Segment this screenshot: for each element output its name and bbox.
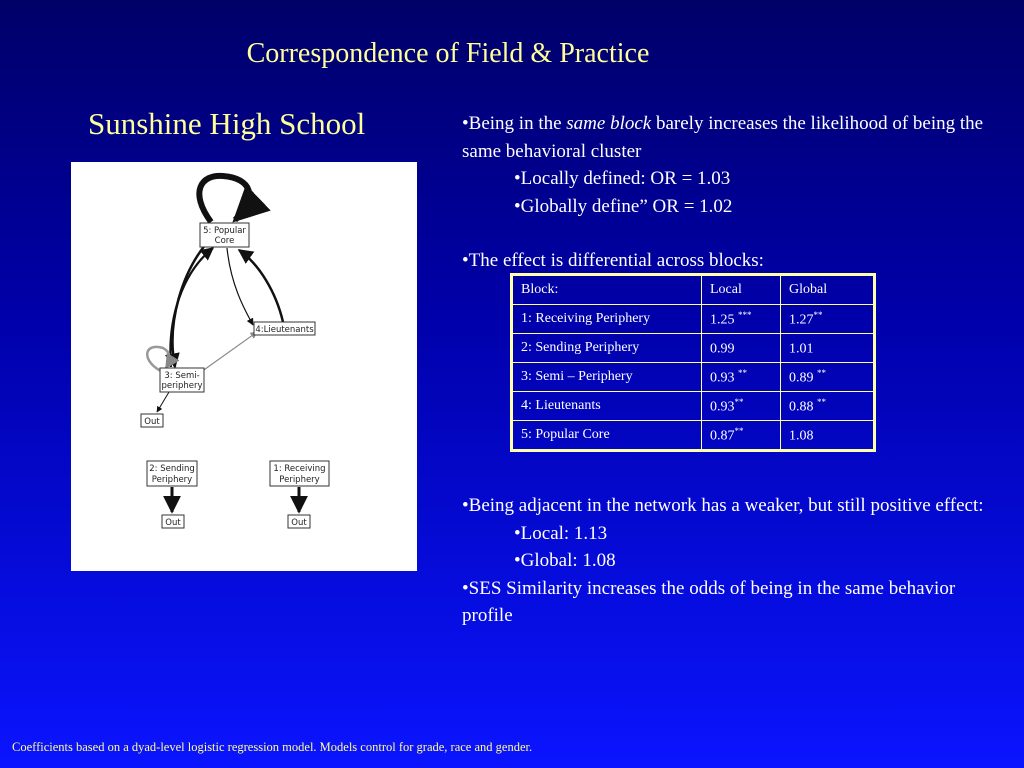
svg-text:5: Popular: 5: Popular: [203, 226, 246, 236]
block-network-svg: [71, 162, 417, 571]
table-row: 1: Receiving Periphery 1.25 *** 1.27**: [512, 305, 875, 334]
bullets-top: [462, 110, 1002, 275]
svg-text:Out: Out: [291, 518, 307, 528]
header-block: Block:: [512, 275, 702, 305]
node-out-sending: [162, 515, 184, 528]
node-popular-core: [200, 223, 249, 247]
table-row: 2: Sending Periphery 0.99 1.01: [512, 334, 875, 363]
node-sending-periphery: [147, 461, 197, 486]
table-header-row: [512, 275, 875, 305]
bullet-ses: •SES Similarity increases the odds of being in the same behavior profile: [462, 577, 956, 626]
footnote: Coefficients based on a dyad-level logistic regression model. Models control for grade, race and gender.: [12, 740, 533, 754]
svg-text:periphery: periphery: [161, 381, 203, 391]
bullet-adjacent: •Being adjacent in the network has a weaker, but still positive effect:: [462, 495, 984, 516]
header-global: Global: [781, 275, 875, 305]
table-row: 3: Semi – Periphery 0.93 ** 0.89 **: [512, 363, 875, 392]
node-receiving-periphery: [270, 461, 329, 486]
slide-title: Correspondence of Field & Practice: [246, 38, 650, 69]
table-row: 4: Lieutenants 0.93** 0.88 **: [512, 392, 875, 421]
slide-subtitle: Sunshine High School: [88, 106, 366, 141]
svg-text:Core: Core: [214, 236, 235, 246]
edge-semi-to-lieutenants: [201, 332, 257, 372]
header-local: Local: [702, 275, 781, 305]
block-effects-table: [510, 273, 876, 452]
self-loop-popular-core: [199, 176, 249, 222]
svg-text:4:Lieutenants: 4:Lieutenants: [255, 325, 314, 335]
node-semi-periphery: [160, 368, 204, 392]
table-row: 5: Popular Core 0.87** 1.08: [512, 421, 875, 451]
emphasis-same-block: same block: [566, 113, 652, 134]
edge-semi-to-out: [157, 392, 169, 412]
bullets-bottom: [462, 492, 1002, 630]
node-lieutenants: [254, 322, 315, 335]
sub-bullet-local: •Locally defined: OR = 1.03: [514, 168, 731, 189]
node-out-semi: [141, 414, 163, 427]
bullet-same-block: •Being in the same block barely increases the likelihood of being the same behavioral cluster: [462, 113, 984, 162]
svg-text:2: Sending: 2: Sending: [149, 464, 195, 474]
svg-text:Periphery: Periphery: [279, 475, 320, 485]
sub-bullet-global: •Globally define” OR = 1.02: [514, 195, 733, 217]
node-out-receiving: [288, 515, 310, 528]
svg-text:1: Receiving: 1: Receiving: [273, 464, 326, 474]
bullet-differential: •The effect is differential across blocks:: [462, 250, 764, 271]
svg-text:Out: Out: [165, 518, 181, 528]
svg-text:Periphery: Periphery: [151, 475, 193, 485]
svg-text:3: Semi-: 3: Semi-: [164, 371, 200, 381]
sub-bullet-adjacent-global: •Global: 1.08: [514, 550, 616, 571]
svg-text:Out: Out: [144, 417, 160, 427]
sub-bullet-adjacent-local: •Local: 1.13: [514, 522, 608, 544]
block-diagram: [71, 162, 417, 571]
